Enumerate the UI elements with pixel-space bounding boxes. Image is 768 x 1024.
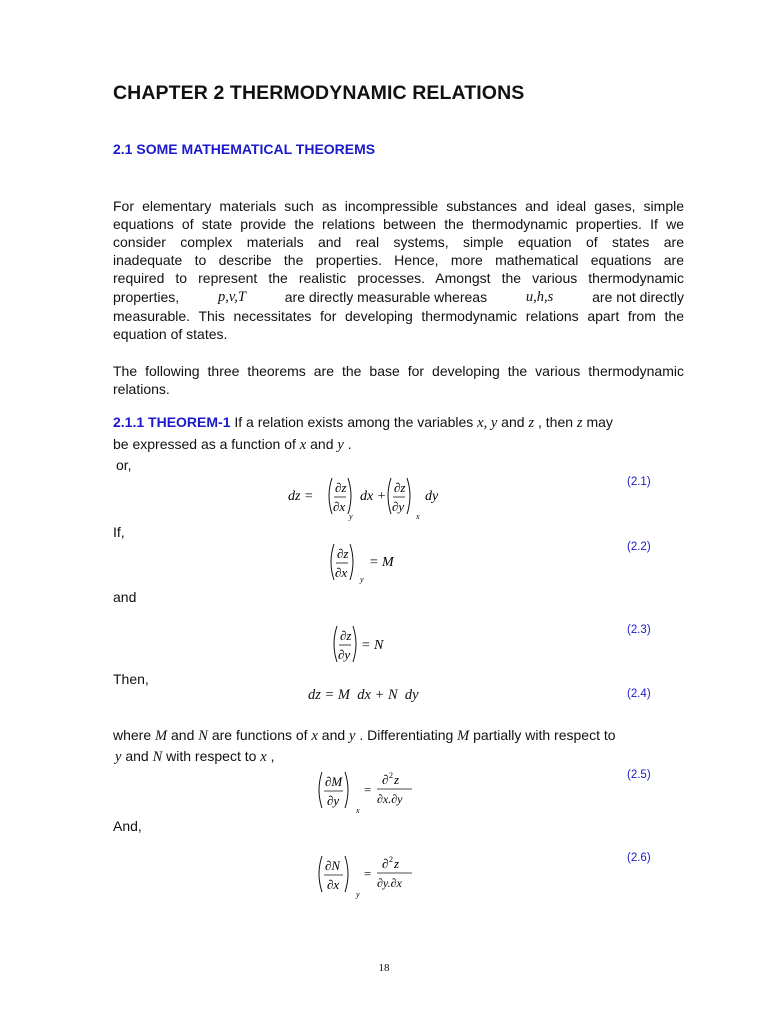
eq5-den: ∂y	[327, 793, 340, 808]
eq-number-2-2: (2.2)	[627, 541, 651, 553]
eq5-rhs-num: ∂	[382, 772, 389, 787]
where-line2	[115, 748, 275, 766]
var-y: y	[337, 437, 344, 453]
eq2-lparen	[331, 544, 334, 580]
chapter-title: CHAPTER 2 THERMODYNAMIC RELATIONS	[113, 82, 525, 104]
eq6-den: ∂x	[327, 877, 340, 892]
eq1-lparen1	[329, 478, 332, 514]
theorem-1-line1	[113, 414, 613, 432]
var-z: z	[528, 415, 535, 431]
theorem-1-heading: 2.1.1 THEOREM-1	[113, 414, 231, 430]
theorem-text-4: may	[582, 414, 613, 430]
eq2-rhs: = M	[369, 555, 394, 570]
para1-line8: equation of states.	[113, 326, 228, 342]
eq1-sub2: x	[416, 512, 420, 521]
non-measurable-vars: u,h,s	[525, 289, 554, 305]
eq1-rparen2	[407, 478, 410, 514]
eq6-rparen	[345, 856, 348, 892]
eq-number-2-1: (2.1)	[627, 476, 651, 488]
para1-line6-a: properties,	[113, 289, 180, 305]
para1-line3: consider complex materials and real systems, simple equation of states are	[113, 234, 684, 250]
where-x: x	[311, 728, 318, 744]
where-a4: and	[317, 727, 350, 743]
intro-paragraph	[113, 197, 684, 343]
var-xy: x, y	[477, 415, 498, 431]
eq6-rhs-num: ∂	[382, 856, 389, 871]
where-N: N	[198, 728, 208, 744]
eq6-rhs-sup: 2	[389, 855, 393, 864]
equation-2-3	[327, 620, 407, 672]
eq5-rhs-z: z	[394, 772, 400, 787]
var-z2: z	[576, 415, 583, 431]
eq5-lparen	[319, 772, 322, 808]
eq6-rhs-z: z	[394, 856, 400, 871]
eq1-num1: ∂z	[335, 480, 347, 495]
eq6-lparen	[319, 856, 322, 892]
eq5-rparen	[345, 772, 348, 808]
equation-2-5	[310, 764, 430, 816]
para1-line4: inadequate to describe the properties. Hence, more mathematical equations are	[113, 252, 684, 268]
eq3-den: ∂y	[338, 647, 351, 662]
eq1-den1: ∂x	[333, 499, 346, 514]
eq6-sub: y	[356, 890, 360, 899]
where-a2: and	[167, 727, 199, 743]
para2-line2: relations.	[113, 381, 170, 397]
eq6-rhs-den: ∂y.∂x	[377, 876, 402, 890]
theorem-text-5: be expressed as a function of	[113, 436, 300, 452]
where-y: y	[349, 728, 356, 744]
eq5-rhs-den: ∂x.∂y	[377, 792, 403, 806]
eq2-den: ∂x	[335, 565, 348, 580]
eq2-num: ∂z	[337, 546, 349, 561]
para1-line1: For elementary materials such as incompressible substances and ideal gases, simple	[113, 198, 684, 214]
theorem-text-6: and	[306, 436, 338, 452]
para1-line6-e: are not directly	[592, 289, 684, 305]
label-if: If,	[113, 524, 125, 540]
theorems-paragraph	[113, 362, 684, 398]
where-line1-text	[113, 727, 616, 745]
eq6-equals: =	[364, 866, 372, 881]
eq3-rhs: = N	[361, 638, 384, 653]
equation-2-2	[324, 536, 414, 588]
para1-line7: measurable. This necessitates for developing thermodynamic relations apart from the	[113, 308, 684, 324]
para1-line6	[113, 287, 684, 307]
where-a9: ,	[266, 748, 275, 764]
where-a1: where	[113, 727, 156, 743]
equation-2-6	[310, 848, 430, 900]
where-M2: M	[457, 728, 470, 744]
var-x: x	[299, 437, 307, 453]
section-title: 2.1 SOME MATHEMATICAL THEOREMS	[113, 141, 376, 157]
eq1-sub1: y	[349, 512, 353, 521]
eq1-mid: dx +	[360, 489, 387, 504]
theorem-text-7: .	[343, 436, 352, 452]
eq2-sub: y	[360, 575, 364, 584]
where-x2: x	[260, 749, 267, 765]
para1-line6-c: are directly measurable whereas	[284, 289, 488, 305]
eq1-num2: ∂z	[394, 480, 406, 495]
eq5-sub: x	[356, 806, 360, 815]
equation-2-1	[280, 470, 460, 522]
where-line1	[113, 727, 684, 745]
eq1-den2: ∂y	[392, 499, 405, 514]
eq3-rparen	[353, 626, 356, 662]
where-a3: are functions of	[207, 727, 312, 743]
measurable-vars: p,v,T	[217, 289, 246, 305]
equation-2-4: dz = M dx + N dy	[308, 687, 419, 703]
eq3-lparen	[334, 626, 337, 662]
eq5-num: ∂M	[325, 774, 343, 789]
where-a5: . Differentiating	[355, 727, 458, 743]
eq1-rparen1	[348, 478, 351, 514]
page-number: 18	[378, 962, 390, 974]
eq1-lhs: dz =	[288, 489, 314, 504]
label-and: and	[113, 589, 137, 605]
eq5-rhs-sup: 2	[389, 771, 393, 780]
eq1-lparen2	[388, 478, 391, 514]
where-M: M	[155, 728, 168, 744]
eq-number-2-5: (2.5)	[627, 769, 651, 781]
eq-number-2-3: (2.3)	[627, 624, 651, 636]
where-N2: N	[152, 749, 163, 765]
label-then: Then,	[113, 671, 149, 687]
where-a6: partially with respect to	[469, 727, 616, 743]
theorem-text-1: If a relation exists among the variables	[230, 414, 478, 430]
eq6-num: ∂N	[325, 858, 341, 873]
eq-number-2-6: (2.6)	[627, 852, 651, 864]
para1-line2: equations of state provide the relations between the thermodynamic properties. If we	[113, 216, 684, 232]
eq5-equals: =	[364, 782, 372, 797]
theorem-text-3: , then	[534, 414, 577, 430]
where-y2: y	[115, 749, 122, 765]
eq2-rparen	[350, 544, 353, 580]
para2-line1: The following three theorems are the base for developing the various thermodynamic	[113, 363, 684, 379]
where-a8: with respect to	[162, 748, 261, 764]
label-and-2: And,	[113, 818, 142, 834]
where-a7: and	[121, 748, 153, 764]
label-or: or,	[116, 457, 132, 473]
theorem-1-line2	[113, 436, 352, 454]
eq1-end: dy	[425, 489, 439, 504]
para1-line5: required to represent the realistic processes. Amongst the various thermodynamic	[113, 270, 684, 286]
eq-number-2-4: (2.4)	[627, 688, 651, 700]
eq3-num: ∂z	[340, 628, 352, 643]
theorem-text-2: and	[497, 414, 529, 430]
